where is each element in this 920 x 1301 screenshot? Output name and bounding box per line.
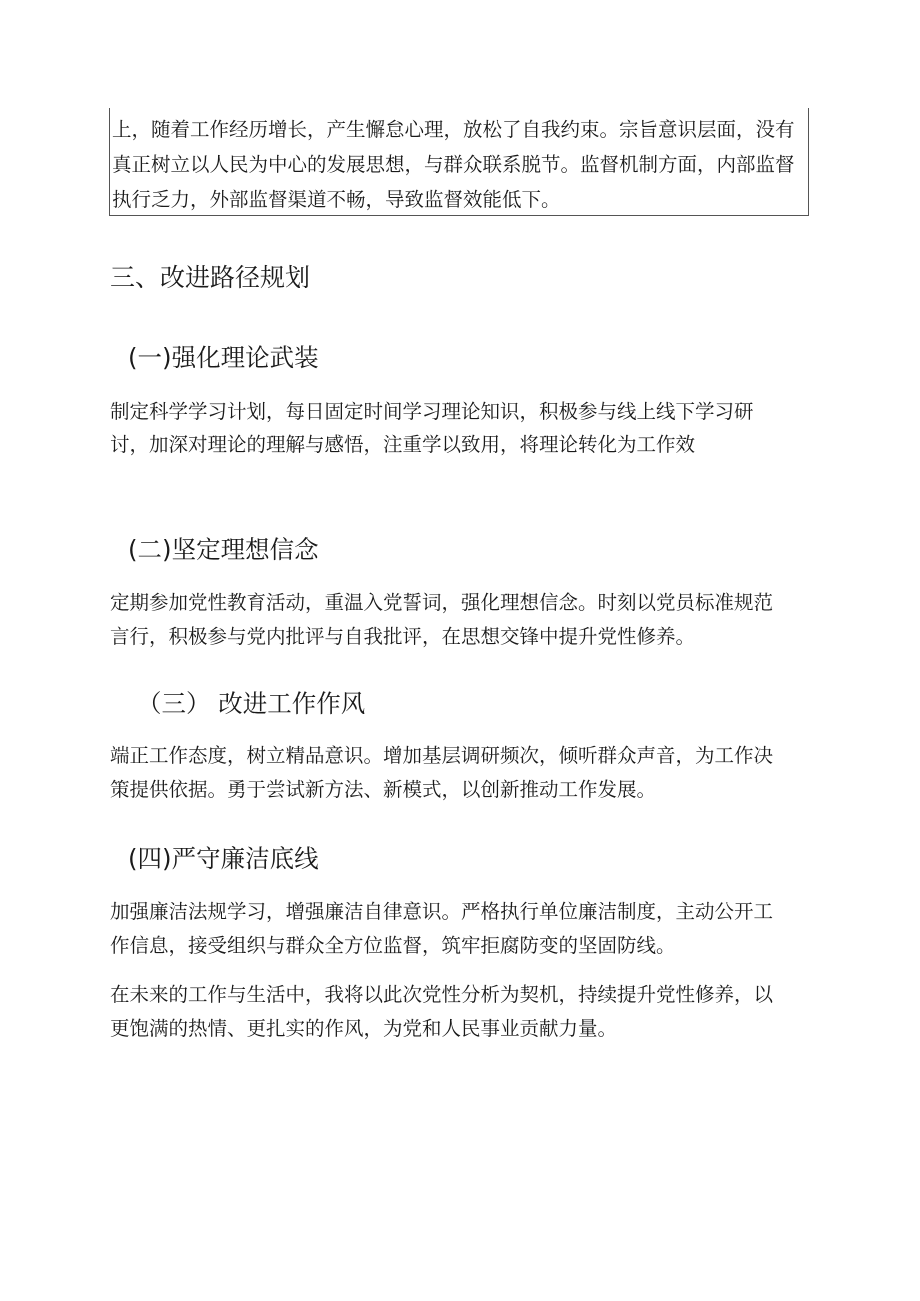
closing-line-1: 在未来的工作与生活中，我将以此次党性分析为契机，持续提升党性修养，以 <box>110 983 774 1006</box>
subsection-2-line-2: 言行，积极参与党内批评与自我批评，在思想交锋中提升党性修养。 <box>110 625 696 648</box>
carryover-line-1: 上，随着工作经历增长，产生懈怠心理，放松了自我约束。宗旨意识层面，没有 <box>112 118 795 141</box>
subsection-3-line-2: 策提供依据。勇于尝试新方法、新模式，以创新推动工作发展。 <box>110 778 657 801</box>
subsection-2-line-1: 定期参加党性教育活动，重温入党誓词，强化理想信念。时刻以党员标准规范 <box>110 591 774 614</box>
carryover-line-3: 执行乏力，外部监督渠道不畅，导致监督效能低下。 <box>112 188 561 211</box>
subsection-4-heading: (四)严守廉洁底线 <box>128 844 319 873</box>
section-3-heading: 三、改进路径规划 <box>110 263 311 292</box>
subsection-1-line-1: 制定科学学习计划，每日固定时间学习理论知识，积极参与线上线下学习研 <box>110 400 754 423</box>
carryover-line-2: 真正树立以人民为中心的发展思想，与群众联系脱节。监督机制方面，内部监督 <box>112 153 795 176</box>
subsection-4-line-2: 作信息，接受组织与群众全方位监督，筑牢拒腐防变的坚固防线。 <box>110 934 676 957</box>
subsection-3-heading: （三） 改进工作作风 <box>137 689 366 718</box>
subsection-4-line-1: 加强廉洁法规学习，增强廉洁自律意识。严格执行单位廉洁制度，主动公开工 <box>110 900 774 923</box>
closing-line-2: 更饱满的热情、更扎实的作风，为党和人民事业贡献力量。 <box>110 1017 618 1040</box>
subsection-1-line-2: 讨，加深对理论的理解与感悟，注重学以致用，将理论转化为工作效 <box>110 433 696 456</box>
carryover-text-box <box>109 108 809 216</box>
subsection-1-heading: (一)强化理论武装 <box>128 343 319 372</box>
subsection-2-heading: (二)坚定理想信念 <box>128 535 319 564</box>
subsection-3-line-1: 端正工作态度，树立精品意识。增加基层调研频次，倾听群众声音，为工作决 <box>110 744 774 767</box>
